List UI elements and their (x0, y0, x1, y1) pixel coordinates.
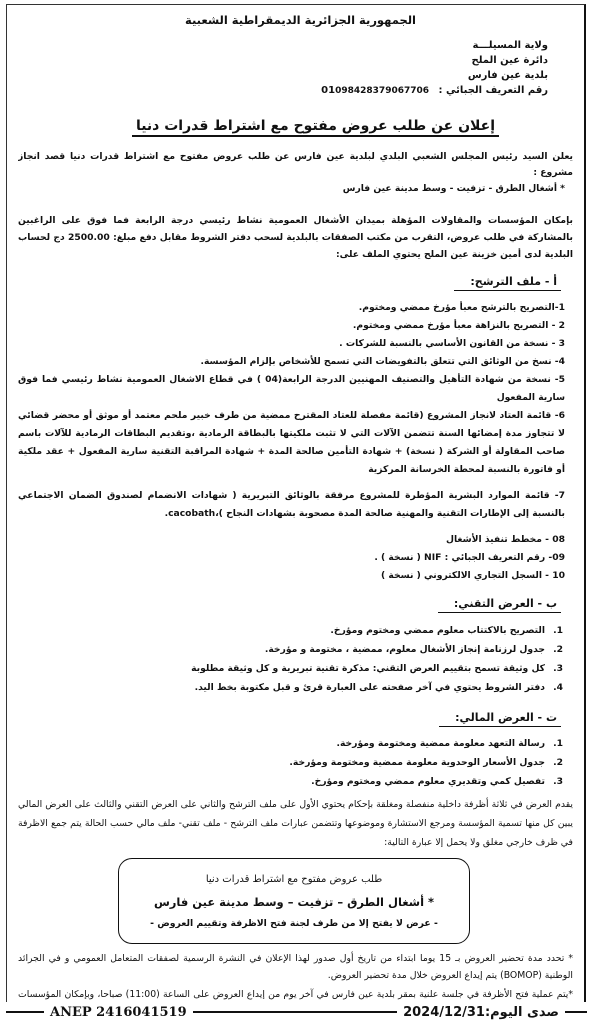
item-number: 3. (553, 663, 563, 674)
intro-text: يعلن السيد رئيس المجلس الشعبي البلدي لبلدية عين فارس عن طلب عروض مفتوح مع اشتراط قدرات دنيا قصد انجاز مشروع : (18, 151, 573, 178)
commune-line: بلدية عين فارس (467, 70, 548, 81)
item-number: 3. (553, 776, 563, 787)
submission-paragraph: يقدم العرض في ثلاثة أظرفة داخلية منفصلة ومغلقة بإحكام يحتوي الأول على ملف الترشح والثاني على العرض التقني والثالث على العرض المالي يبين كل منها تسمية المؤسسة ومرجع الاستشارة وموضوعها وتتضمن عبارات ملف الترشح - ملف تقني- ملف مالي حسب الحالة يتم جمع الاظرفة في ظرف خارجي مغلق ولا يحمل إلا عبارة التالية: (18, 799, 573, 848)
item-number: 2. (553, 757, 563, 768)
item-text: التصريح بالاكتتاب معلوم ممضي ومختوم ومؤرخ. (330, 625, 545, 636)
notice-title: إعلان عن طلب عروض مفتوح مع اشتراط قدرات دنيا (132, 117, 499, 137)
intro-project: * أشغال الطرق - تزفيت - وسط مدينة عين فارس (342, 183, 565, 194)
item-text: رسالة التعهد معلومة ممضية ومختومة ومؤرخة. (336, 738, 545, 749)
section-b-list (18, 621, 573, 697)
footer (0, 1003, 595, 1021)
item-number: 2. (553, 644, 563, 655)
envelope-label-box (118, 858, 470, 944)
envelope-project: * أشغال الطرق – تزفيت – وسط مدينة عين فارس (153, 895, 435, 909)
footer-rule (6, 1011, 44, 1013)
list-item (18, 734, 563, 753)
list-item (18, 772, 563, 791)
footer-rule (193, 1011, 397, 1013)
title-wrapper (18, 115, 573, 137)
tax-id-line (18, 83, 548, 99)
anep-reference: ANEP 2416041519 (50, 1004, 187, 1020)
item-text: كل وثيقة تسمح بتقييم العرض التقني: مذكرة تقنية تبريرية و كل وثيقة مطلوبة (191, 663, 545, 674)
item-text: تفصيل كمي وتقديري معلوم ممضي ومختوم ومؤرخ. (311, 776, 545, 787)
list-item (18, 753, 563, 772)
section-c-heading: ت - العرض المالي: (439, 710, 561, 727)
eligibility-paragraph: بإمكان المؤسسات والمقاولات المؤهلة بميدان الأشغال العمومية نشاط رئيسي درجة الرابعة فما فوق على الراغبين بالمشاركة في طلب عروض، التقرب من مكتب الصفقات بالبلدية لسحب دفتر الشروط مقابل دفع مبلغ: 2500.00 دج لحساب البلدية لدى أمين خزينة عين الملح يحتوي الملف على: (18, 215, 573, 260)
intro-block (18, 149, 573, 197)
notice-content (18, 12, 573, 1000)
country-heading: الجمهورية الجزائرية الديمقراطية الشعبية (184, 13, 416, 27)
tax-id-label: رقم التعريف الجبائي : 01 (321, 85, 548, 96)
envelope-title: طلب عروض مفتوح مع اشتراط قدرات دنيا (205, 874, 383, 885)
item-text: جدول لرزنامة إنجاز الأشغال معلوم، ممضية ، مختومة و مؤرخة. (264, 644, 545, 655)
note-preparation-period: * تحدد مدة تحضير العروض بـ 15 يوما ابتداء من تاريخ أول صدور لهذا الإعلان في النشرة الرسمية لصفقات المتعامل العمومي و في الجرائد الوطنية (BOMOP) يتم إيداع العروض خلال مدة تحضير العروض. (18, 953, 573, 981)
administration-block (18, 38, 573, 99)
publication-source: صدى اليوم:2024/12/31 (403, 1004, 559, 1020)
list-item: 10 - السجل التجاري الالكتروني ( نسخة ) (381, 570, 565, 581)
note-opening-session: *يتم عملية فتح الأظرفة في جلسة علنية بمقر بلدية عين فارس في آخر يوم من إيداع العروض على الساعة (11:00) صباحا، وبإمكان المؤسسات (18, 989, 573, 1000)
list-item (18, 621, 563, 640)
wilaya-line: ولاية المسيلـــة (472, 40, 548, 51)
section-a-heading: أ - ملف الترشح: (454, 274, 561, 291)
list-item: 2 - التصريح بالنزاهة معبأ مؤرخ ممضي ومختوم. (352, 320, 565, 331)
list-item (18, 678, 563, 697)
list-item: 4- نسخ من الوثائق التي تتعلق بالتفويضات التي تسمح للأشخاص بإلزام المؤسسة. (200, 356, 565, 367)
list-item: 7- قائمة الموارد البشرية المؤطرة للمشروع مرفقة بالوثائق التبريرية ( شهادات الانضمام لصندوق الضمان الاجتماعي بالنسبة إلى الإطارات التقنية والمهنية صالحة المدة مصحوبة بشهادات النجاح )،cacobath. (18, 490, 565, 519)
section-c-list (18, 734, 573, 791)
list-item: 5- نسخة من شهادة التأهيل والتصنيف المهنيين الدرجة الرابعة(04 ) في قطاع الاشغال العمومية نشاط رئيسي فما فوق سارية المفعول (18, 374, 565, 403)
list-item (18, 640, 563, 659)
list-item: 6- قائمة العتاد لانجاز المشروع (قائمة مفصلة للعتاد المقترح ممضية من طرف خبير ملحم معتمد أو موثق أو محضر قضائي لا تتجاوز مدة إمضائها السنة تتضمن الآلات التي لا تثبت ملكيتها بالبطاقة الرمادية ،وتقديم البطاقات الرمادية للآلات باسم صاحب المقاولة أو الشركة ( نسخة) + شهادة التأمين صالحة المدة + شهادة المراقبة التقنية سارية المفعول + عقد ملكية أو فاتورة بالنسبة لمحطة الخرسانة المركزية (18, 410, 565, 475)
list-item: 3 - نسخة من القانون الأساسي بالنسبة للشركات . (339, 338, 565, 349)
item-text: جدول الأسعار الوحدوية معلومة ممضية ومختومة ومؤرخة. (289, 757, 545, 768)
list-item: 08 - مخطط تنفيذ الأشغال (445, 534, 565, 545)
section-c-heading-row (18, 707, 573, 727)
item-text: دفتر الشروط يحتوي في آخر صفحته على العبارة قرئ و قبل مكتوبة بخط اليد. (194, 682, 545, 693)
item-number: 4. (553, 682, 563, 693)
section-a-list (18, 299, 573, 585)
list-item (18, 659, 563, 678)
section-b-heading-row (18, 593, 573, 613)
item-number: 1. (553, 625, 563, 636)
section-a-heading-row (18, 271, 573, 291)
daira-line: دائرة عين الملح (471, 55, 548, 66)
tax-id-value: 098428379067706 (335, 86, 430, 96)
footer-rule (565, 1011, 587, 1013)
notes-block (18, 950, 573, 1000)
list-item: 09- رقم التعريف الجبائي : NIF ( نسخة ) . (374, 552, 565, 563)
list-item: 1-التصريح بالترشح معبأ مؤرخ ممضي ومختوم. (358, 302, 565, 313)
envelope-notice: - عرض لا يفتح إلا من طرف لجنة فتح الاظرفة وتقييم العروض - (150, 918, 438, 929)
item-number: 1. (553, 738, 563, 749)
section-b-heading: ب - العرض التقني: (438, 596, 561, 613)
